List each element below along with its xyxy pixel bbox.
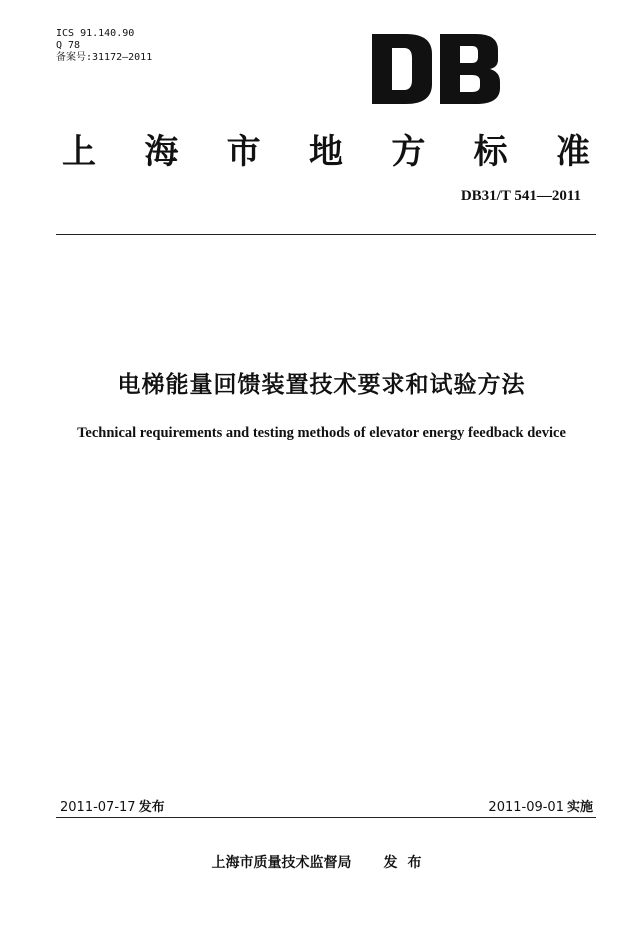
classification-block bbox=[56, 28, 152, 64]
ics-code: ICS 91.140.90 bbox=[56, 28, 135, 39]
db-logo-d bbox=[372, 34, 432, 104]
db-logo-b bbox=[440, 34, 500, 104]
implement-date-block bbox=[488, 796, 593, 815]
document-title-en: Technical requirements and testing methods of elevator energy feedback device bbox=[77, 425, 566, 441]
issue-label: 发布 bbox=[138, 800, 165, 815]
publisher-line bbox=[0, 852, 643, 872]
standard-type-char: 标 bbox=[473, 132, 508, 172]
standard-type-char: 市 bbox=[226, 132, 261, 172]
implement-label: 实施 bbox=[566, 800, 593, 815]
publisher-org: 上海市质量技术监督局 bbox=[211, 855, 352, 871]
standard-type-char: 海 bbox=[144, 132, 179, 172]
top-divider bbox=[56, 234, 596, 235]
issue-date-block bbox=[60, 796, 165, 815]
standard-type-char: 准 bbox=[555, 132, 590, 172]
standard-type-heading bbox=[62, 124, 590, 173]
implement-date: 2011-09-01 bbox=[488, 800, 564, 815]
db-logo bbox=[372, 34, 502, 104]
standard-type-char: 方 bbox=[391, 132, 426, 172]
document-title-cn: 电梯能量回馈装置技术要求和试验方法 bbox=[117, 372, 526, 398]
publisher-action: 发布 bbox=[383, 855, 432, 871]
standard-type-char: 地 bbox=[308, 132, 343, 172]
ccs-code: Q 78 bbox=[56, 40, 81, 51]
bottom-divider bbox=[56, 817, 596, 818]
standard-type-char: 上 bbox=[62, 132, 96, 172]
record-number: 备案号:31172—2011 bbox=[56, 52, 153, 63]
issue-date: 2011-07-17 bbox=[60, 800, 136, 815]
standard-code: DB31/T 541—2011 bbox=[460, 188, 581, 204]
